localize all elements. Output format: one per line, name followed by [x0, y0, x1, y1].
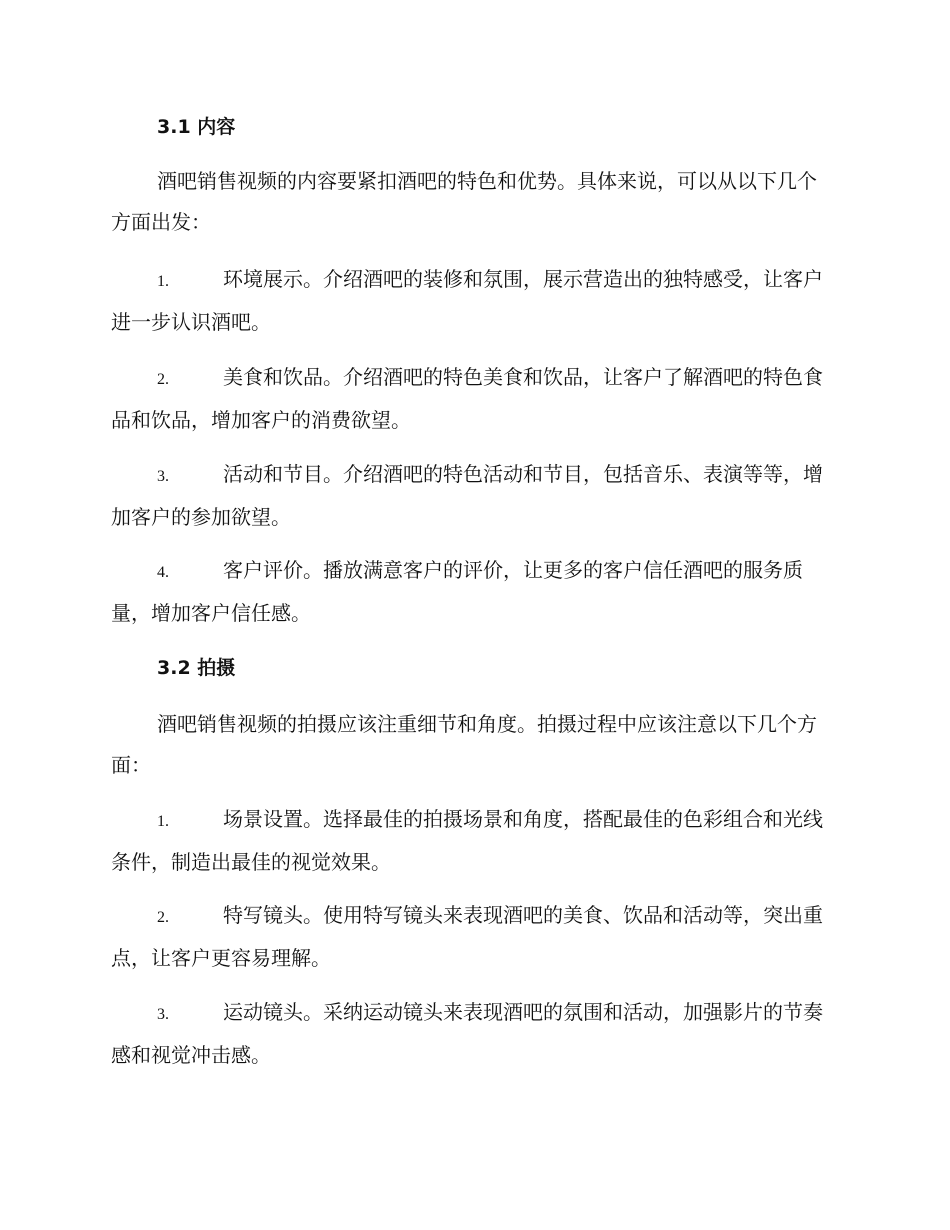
section-intro: 酒吧销售视频的内容要紧扣酒吧的特色和优势。具体来说，可以从以下几个方面出发： [111, 169, 817, 234]
section-heading: 3.1 内容 [157, 116, 236, 138]
list-item-text: 特写镜头。使用特写镜头来表现酒吧的美食、饮品和活动等，突出重点，让客户更容易理解。 [111, 903, 823, 970]
section-intro: 酒吧销售视频的拍摄应该注重细节和角度。拍摄过程中应该注意以下几个方面： [111, 712, 817, 777]
section-heading: 3.2 拍摄 [157, 657, 236, 679]
list-item-text: 美食和饮品。介绍酒吧的特色美食和饮品，让客户了解酒吧的特色食品和饮品，增加客户的消费欲望。 [111, 365, 823, 432]
list-item [111, 550, 836, 634]
list-item-number: 3. [157, 468, 169, 485]
list-item-number: 1. [157, 813, 169, 830]
list-item-number: 4. [157, 564, 169, 581]
list-item-number: 2. [157, 909, 169, 926]
list-item-text: 运动镜头。采纳运动镜头来表现酒吧的氛围和活动，加强影片的节奏感和视觉冲击感。 [111, 1000, 823, 1067]
list-item-text: 客户评价。播放满意客户的评价，让更多的客户信任酒吧的服务质量，增加客户信任感。 [111, 558, 803, 625]
list-item-number: 3. [157, 1006, 169, 1023]
list-item [111, 357, 836, 441]
list-item [111, 259, 836, 343]
list-item-text: 场景设置。选择最佳的拍摄场景和角度，搭配最佳的色彩组合和光线条件，制造出最佳的视觉效果。 [111, 807, 823, 874]
list-item-number: 2. [157, 371, 169, 388]
list-item [111, 992, 836, 1076]
list-item-text: 活动和节目。介绍酒吧的特色活动和节目，包括音乐、表演等等，增加客户的参加欲望。 [111, 462, 823, 529]
list-item [111, 799, 836, 883]
list-item-text: 环境展示。介绍酒吧的装修和氛围，展示营造出的独特感受，让客户进一步认识酒吧。 [111, 267, 823, 334]
list-item [111, 454, 836, 538]
list-item [111, 895, 836, 979]
list-item-number: 1. [157, 273, 169, 290]
